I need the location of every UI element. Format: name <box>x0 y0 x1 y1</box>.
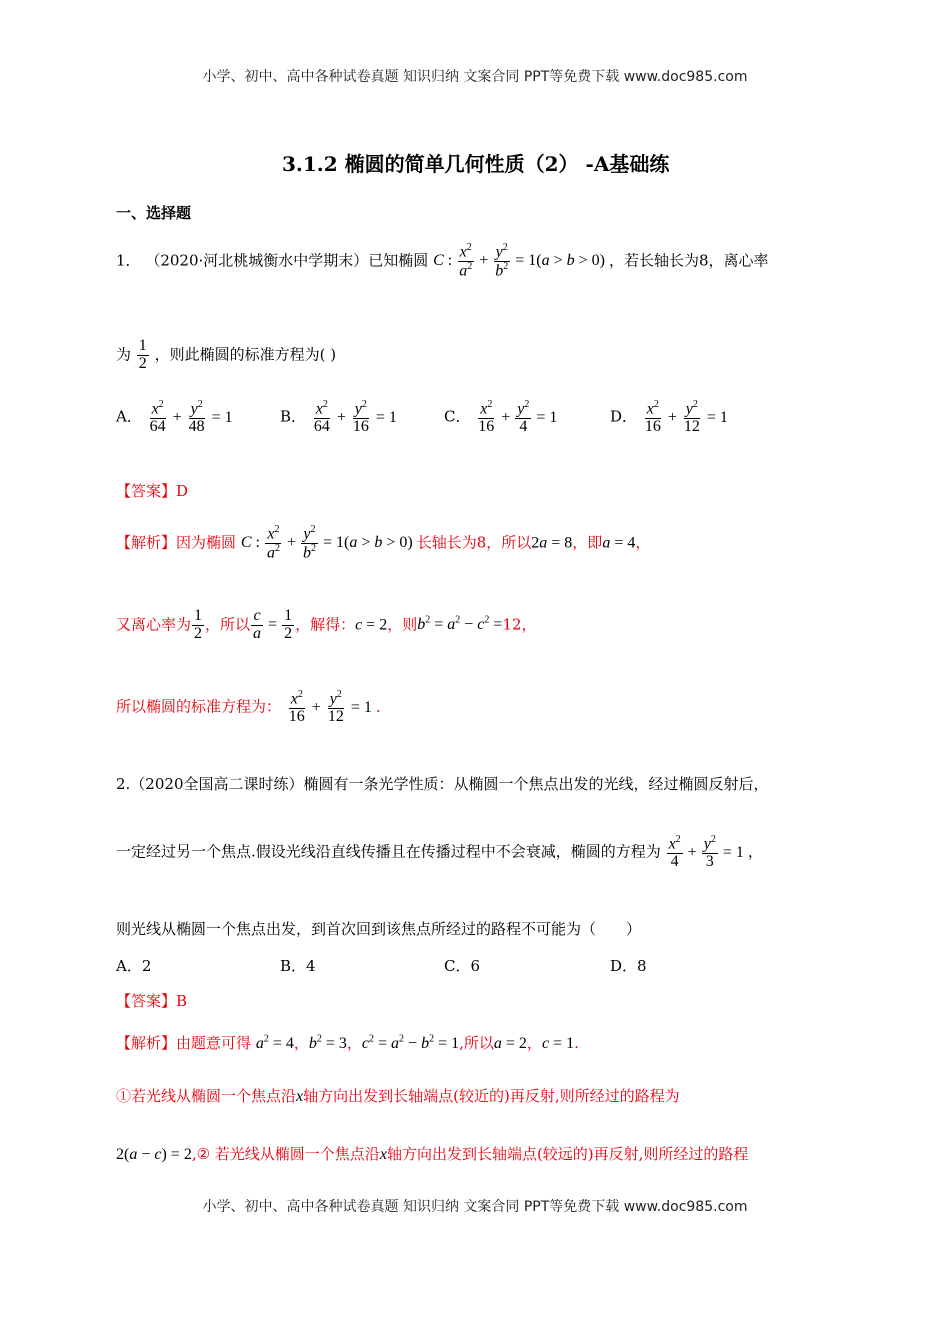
q2-line-d: ,② 若光线从椭圆一个焦点沿 <box>191 1145 380 1163</box>
option-label: D． <box>610 407 638 426</box>
q2-analysis-line2 <box>116 1085 680 1106</box>
q1-eccentricity-fraction: $\frac{1}{2}$ <box>138 337 147 372</box>
q1-line1 <box>116 243 769 280</box>
q1-a4: ， <box>635 533 651 552</box>
q2-option-b[interactable] <box>280 955 316 976</box>
q1-answer <box>116 480 188 501</box>
q1-option-a[interactable]: A． $\frac{x^2}{64}$ + $\frac{y^2}{48}$ = 1 <box>116 399 233 436</box>
q2-a1: 由题意可得 <box>176 1034 252 1052</box>
q2-option-c[interactable] <box>444 955 480 976</box>
q2-line-d2: 轴方向出发到长轴端点(较远的)再反射,则所经过的路程 <box>386 1145 749 1163</box>
q2-line-c: ①若光线从椭圆一个焦点沿 <box>116 1087 297 1105</box>
section-heading: 一、选择题 <box>116 204 192 222</box>
option-denom-x: 16 <box>644 418 661 436</box>
q1-condition: ，若长轴长为8，离心率 <box>608 251 769 270</box>
q2-answer <box>116 990 187 1011</box>
option-denom-x: 64 <box>313 418 330 436</box>
option-denom-x: 16 <box>478 418 495 436</box>
q1-option-c[interactable]: C． $\frac{x^2}{16}$ + $\frac{y^2}{4}$ = 1 <box>444 399 558 436</box>
q1-analysis-line3: 所以椭圆的标准方程为： $\frac{x^2}{16}$ + $\frac{y^2}{12}$ = 1 ． <box>116 689 391 726</box>
q2-analysis-line3: 2(a − c) = 2,② 若光线从椭圆一个焦点沿x轴方向出发到长轴端点(较远的)再反射,则所经过的路程 <box>116 1145 749 1163</box>
q1-a1: 因为椭圆 <box>176 533 237 552</box>
option-label: A． <box>116 957 142 975</box>
q2-line-c2: 轴方向出发到长轴端点(较近的)再反射,则所经过的路程为 <box>303 1087 680 1105</box>
q1-line2-suffix: ，则此椭圆的标准方程为( ) <box>154 345 337 364</box>
q2-a-so: ,所以 <box>459 1034 494 1052</box>
answer-value: B <box>176 992 188 1010</box>
option-denom-y: 12 <box>683 418 700 436</box>
q1-ellipse-formula: C : $\frac{x^2}{a^2}$ + $\frac{y^2}{b^2}$ = 1(a > b > 0) <box>433 242 609 280</box>
q2-analysis-line1: 【解析】由题意可得 $a^2 = 4$，$b^2 = 3$，$c^2 = a^2 - b^2 = 1$,所以a = 2，c = 1. <box>116 1033 579 1052</box>
q1-analysis-line1: 【解析】因为椭圆 C : $\frac{x^2}{a^2}$ + $\frac{y^2}{b^2}$ = 1(a > b > 0) 长轴长为8，所以2a = 8，即a = 4， <box>116 524 651 562</box>
q2-line2-end: ， <box>747 842 763 861</box>
option-value: 8 <box>637 957 647 975</box>
option-denom-y: 48 <box>188 418 205 436</box>
option-denom-x: 64 <box>149 418 166 436</box>
q2-a-end: . <box>574 1034 579 1052</box>
option-label: A． <box>116 407 142 426</box>
q1-c2: ． <box>375 697 391 716</box>
q1-analysis-ellipse: C : $\frac{x^2}{a^2}$ + $\frac{y^2}{b^2}$ = 1(a > b > 0) <box>240 524 417 562</box>
q1-c1: 所以椭圆的标准方程为： <box>116 697 282 716</box>
x-axis-symbol: x <box>296 1088 304 1105</box>
analysis-tag: 【解析】 <box>116 533 177 552</box>
page-footer: 小学、初中、高中各种试卷真题 知识归纳 文案合同 PPT等免费下载 www.doc985.com <box>202 1199 748 1215</box>
option-value: 2 <box>141 957 152 975</box>
q1-option-b[interactable]: B． $\frac{x^2}{64}$ + $\frac{y^2}{16}$ = 1 <box>280 399 397 436</box>
q2-line1: 2.（2020全国高二课时练）椭圆有一条光学性质：从椭圆一个焦点出发的光线，经过椭圆反射后， <box>116 775 769 793</box>
q1-b1: 又离心率为 <box>116 615 192 634</box>
page-title: 3.1.2 椭圆的简单几何性质（2） -A基础练 <box>282 152 670 176</box>
option-value: 6 <box>470 957 481 975</box>
option-label: D． <box>610 957 638 975</box>
q1-analysis-line2: 又离心率为 $\frac{1}{2}$ ，所以 $\frac{c}{a}$ = $\frac{1}{2}$ ，解得：c = 2，则$b^2 = a^2 - c^2 =12$， <box>116 607 537 643</box>
q2-line2-text: 一定经过另一个焦点.假设光线沿直线传播且在传播过程中不会衰减，椭圆的方程为 <box>116 842 661 861</box>
q1-a3: ，即 <box>572 533 603 552</box>
sep: ， <box>526 1034 542 1052</box>
q1-b5: 12， <box>502 615 537 634</box>
answer-value: D <box>176 482 189 500</box>
q1-b2: ，所以 <box>205 615 251 634</box>
sep: ， <box>346 1034 362 1052</box>
answer-tag: 【答案】 <box>116 482 177 500</box>
q2-option-d[interactable] <box>610 955 647 976</box>
option-denom-y: 16 <box>352 418 369 436</box>
q1-b4: ，则 <box>387 615 418 634</box>
option-denom-y: 4 <box>519 418 528 436</box>
q1-source: （2020·河北桃城衡水中学期末）已知椭圆 <box>145 251 429 270</box>
page-header: 小学、初中、高中各种试卷真题 知识归纳 文案合同 PPT等免费下载 www.doc985.com <box>202 69 748 85</box>
option-label: B． <box>280 957 307 975</box>
q2-line2 <box>116 835 763 871</box>
option-value: 4 <box>306 957 316 975</box>
q1-a2: 长轴长为8，所以 <box>416 533 532 552</box>
q1-number: 1． <box>116 251 141 270</box>
q2-line3: 则光线从椭圆一个焦点出发，到首次回到该焦点所经过的路程不可能为（ ） <box>116 920 642 938</box>
q1-option-d[interactable]: D． $\frac{x^2}{16}$ + $\frac{y^2}{12}$ = 1 <box>610 399 728 436</box>
q2-ellipse-formula: $\frac{x^2}{4}$ + $\frac{y^2}{3}$ = 1 <box>668 834 748 871</box>
q1-b3: ，解得： <box>295 615 356 634</box>
option-label: B． <box>280 407 307 426</box>
q2-option-a[interactable] <box>116 955 151 976</box>
option-label: C． <box>444 957 471 975</box>
q1-line2 <box>116 338 336 373</box>
option-label: C． <box>444 407 471 426</box>
sep: ， <box>293 1034 309 1052</box>
q1-line2-prefix: 为 <box>116 345 132 364</box>
x-axis-symbol: x <box>379 1146 387 1163</box>
analysis-tag: 【解析】 <box>116 1034 177 1052</box>
answer-tag: 【答案】 <box>116 992 177 1010</box>
